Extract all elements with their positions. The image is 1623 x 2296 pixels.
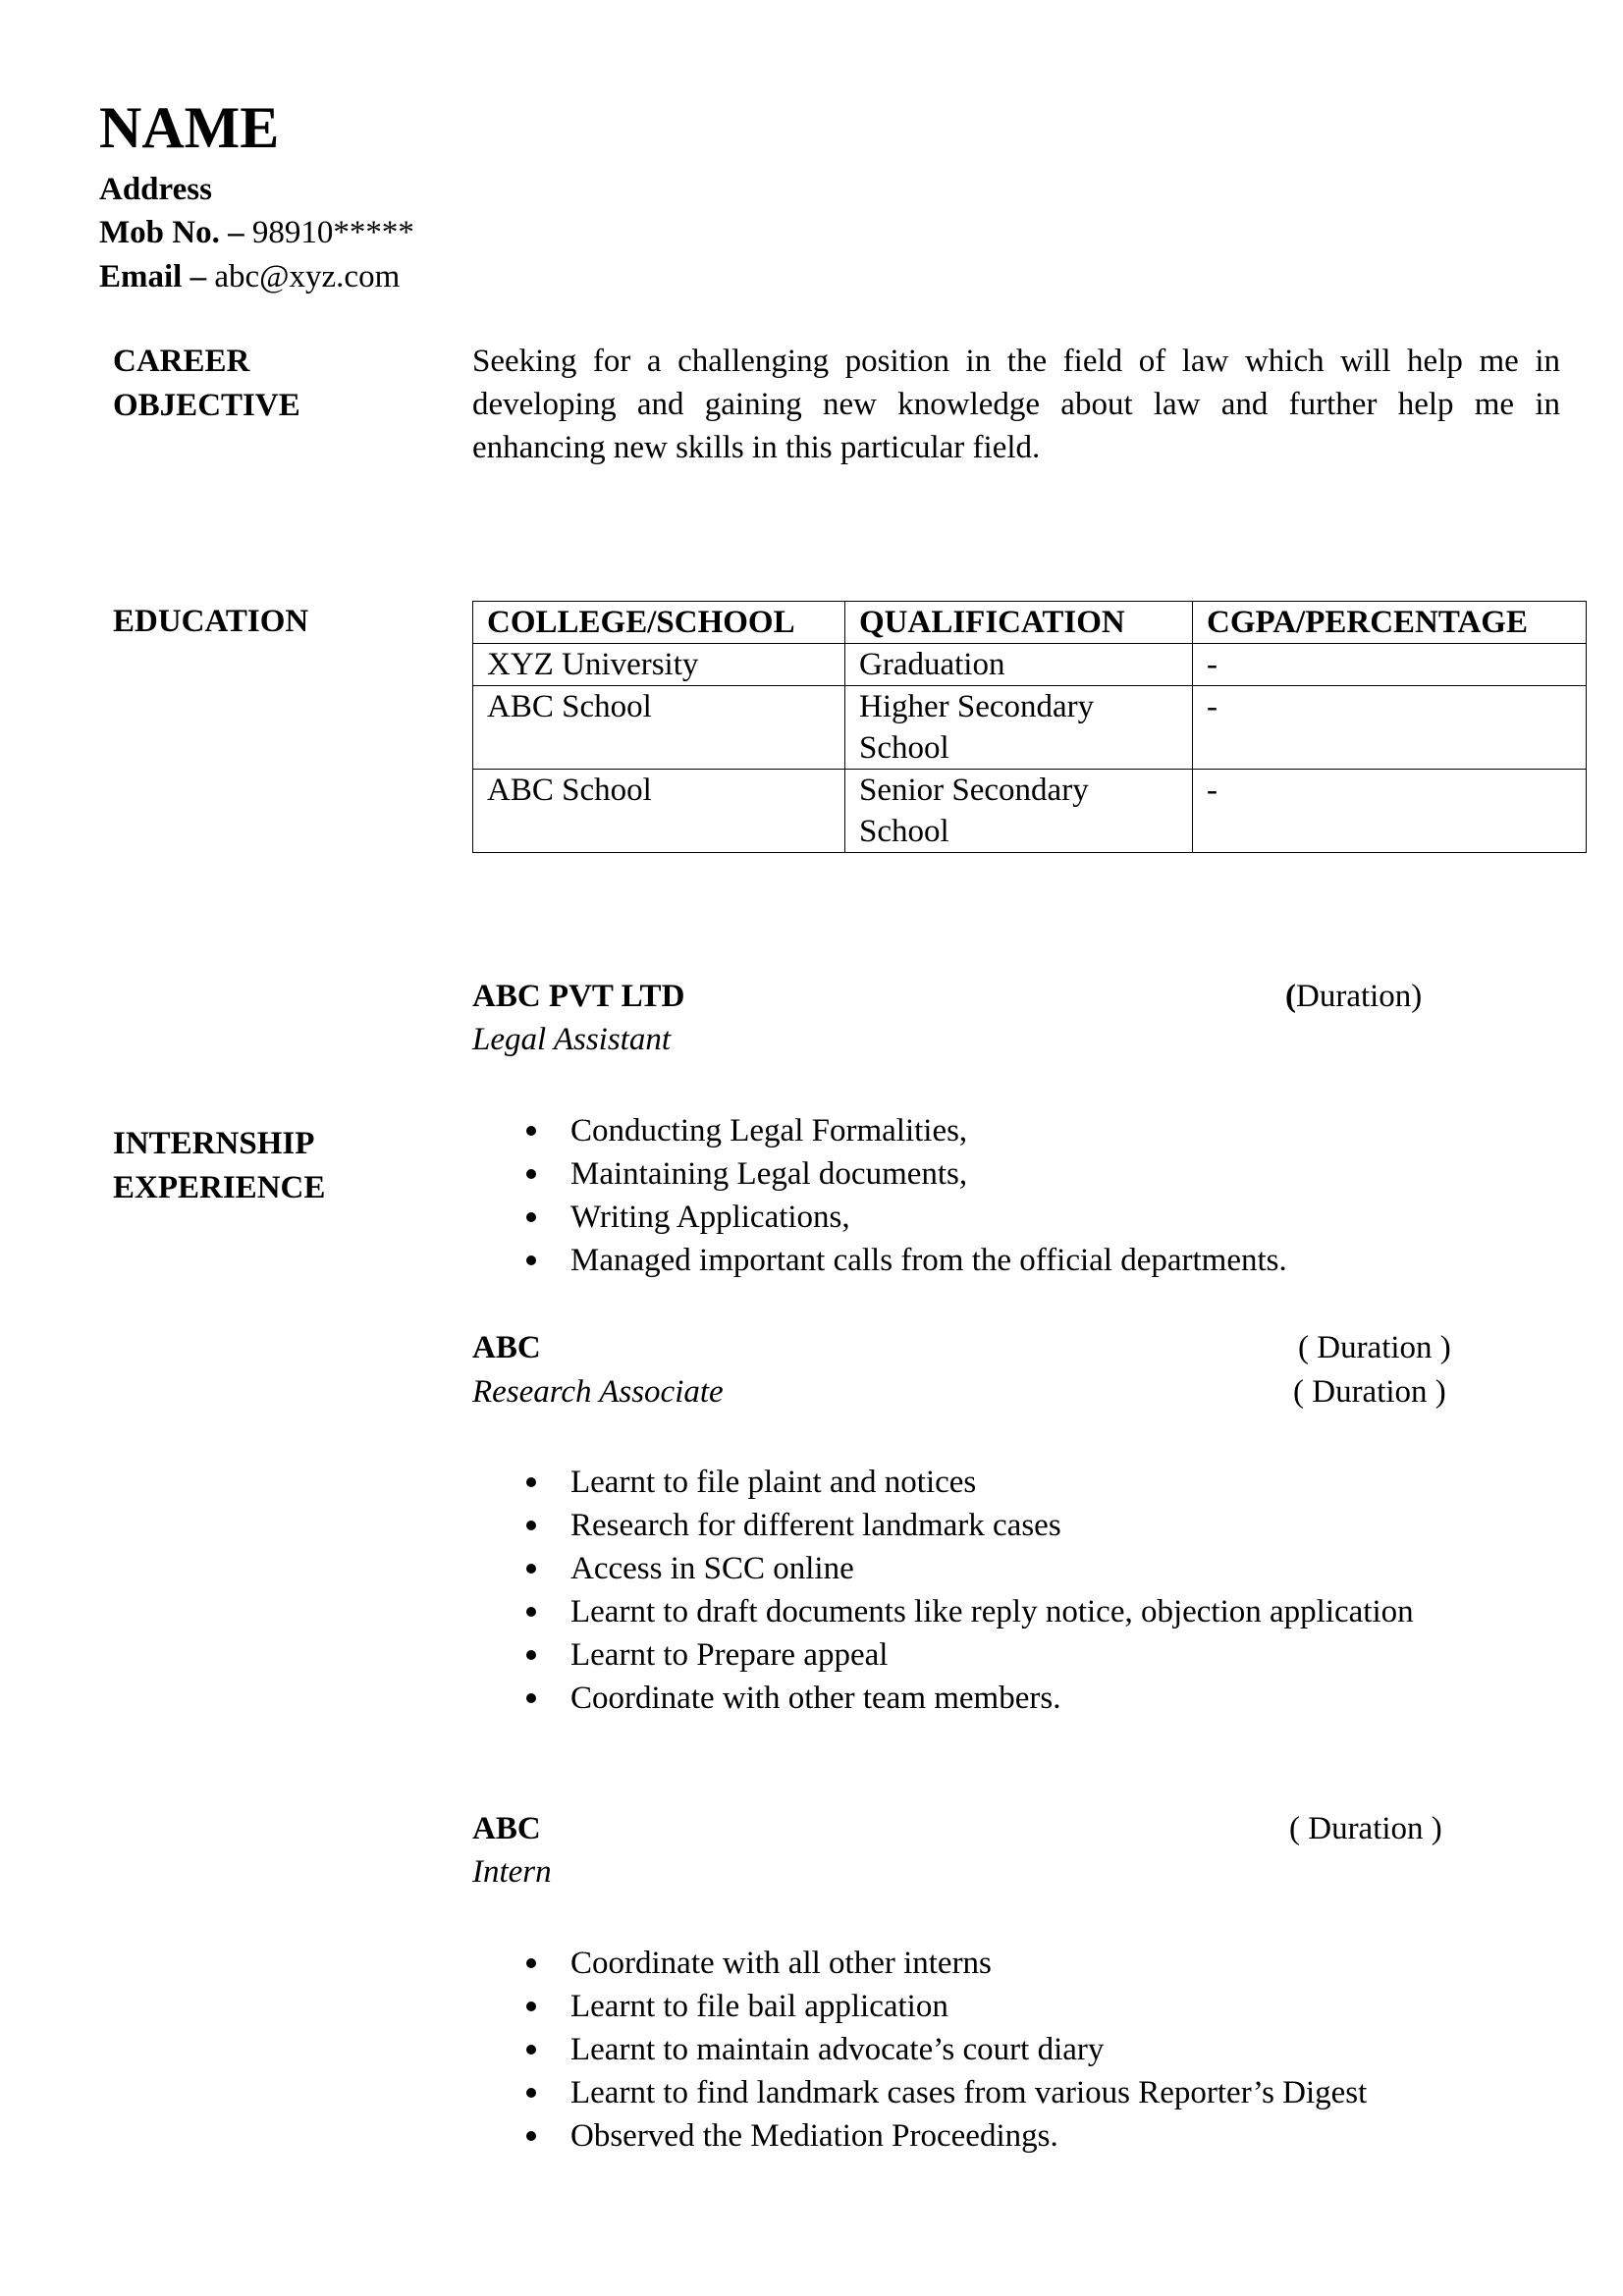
mobile-label: Mob No. – xyxy=(99,215,244,250)
job2-role-duration: ( Duration ) xyxy=(1293,1374,1446,1410)
resume-name: NAME xyxy=(99,95,280,160)
table-cell: - xyxy=(1193,644,1587,686)
table-cell: Graduation xyxy=(845,644,1193,686)
email-line xyxy=(99,258,400,297)
internship-label-line1: INTERNSHIP xyxy=(113,1126,315,1161)
internship-label xyxy=(113,1122,325,1210)
table-cell: XYZ University xyxy=(473,644,845,686)
list-item: Learnt to maintain advocate’s court diary xyxy=(472,2028,1367,2071)
mobile-line xyxy=(99,214,414,253)
internship-label-line2: EXPERIENCE xyxy=(113,1170,326,1205)
table-cell: ABC School xyxy=(473,770,845,853)
job2-duration: ( Duration ) xyxy=(1298,1330,1451,1365)
job3-firm: ABC xyxy=(472,1811,541,1846)
list-item: Writing Applications, xyxy=(472,1196,1287,1239)
list-item: Learnt to file plaint and notices xyxy=(472,1461,1414,1504)
career-label-line1: CAREER xyxy=(113,344,250,379)
job1-bullet-list xyxy=(472,1109,1287,1282)
education-table xyxy=(472,601,1587,853)
header-college: COLLEGE/SCHOOL xyxy=(473,602,845,644)
list-item: Conducting Legal Formalities, xyxy=(472,1109,1287,1152)
education-label: EDUCATION xyxy=(113,604,309,639)
table-row xyxy=(473,686,1587,770)
list-item: Managed important calls from the official departments. xyxy=(472,1239,1287,1282)
mobile-value: 98910***** xyxy=(243,215,414,250)
job1-firm: ABC PVT LTD xyxy=(472,979,685,1014)
list-item: Coordinate with other team members. xyxy=(472,1677,1414,1720)
list-item: Maintaining Legal documents, xyxy=(472,1152,1287,1196)
list-item: Observed the Mediation Proceedings. xyxy=(472,2114,1367,2158)
list-item: Learnt to file bail application xyxy=(472,1985,1367,2028)
email-value: abc@xyz.com xyxy=(206,259,401,294)
career-label-line2: OBJECTIVE xyxy=(113,388,300,423)
table-cell: ABC School xyxy=(473,686,845,770)
header-qualification: QUALIFICATION xyxy=(845,602,1193,644)
table-row xyxy=(473,770,1587,853)
job3-bullet-list xyxy=(472,1942,1367,2158)
table-cell: Higher Secondary School xyxy=(845,686,1193,770)
job3-role: Intern xyxy=(472,1854,552,1890)
table-header-row xyxy=(473,602,1587,644)
job1-duration-text: Duration) xyxy=(1296,979,1423,1014)
job1-duration-paren: ( xyxy=(1285,979,1296,1014)
email-label: Email – xyxy=(99,259,207,294)
job3-duration: ( Duration ) xyxy=(1289,1811,1442,1846)
table-cell: - xyxy=(1193,770,1587,853)
job2-bullet-list xyxy=(472,1461,1414,1720)
career-objective-text: Seeking for a challenging position in the field of law which will help me in developing and gaining new knowledge about law and further help me in enhancing new skills in this particular field. xyxy=(472,344,1560,465)
job2-firm: ABC xyxy=(472,1330,541,1365)
table-cell: Senior Secondary School xyxy=(845,770,1193,853)
list-item: Coordinate with all other interns xyxy=(472,1942,1367,1985)
table-cell: - xyxy=(1193,686,1587,770)
table-row xyxy=(473,644,1587,686)
list-item: Learnt to find landmark cases from various Reporter’s Digest xyxy=(472,2071,1367,2114)
job1-role: Legal Assistant xyxy=(472,1022,672,1057)
list-item: Learnt to draft documents like reply notice, objection application xyxy=(472,1590,1414,1633)
header-cgpa: CGPA/PERCENTAGE xyxy=(1193,602,1587,644)
list-item: Access in SCC online xyxy=(472,1547,1414,1590)
job2-role: Research Associate xyxy=(472,1374,724,1410)
address-label: Address xyxy=(99,172,212,207)
list-item: Learnt to Prepare appeal xyxy=(472,1633,1414,1677)
address-line xyxy=(99,171,212,210)
list-item: Research for different landmark cases xyxy=(472,1504,1414,1547)
job1-duration xyxy=(1285,979,1422,1015)
career-objective-label xyxy=(113,340,300,428)
